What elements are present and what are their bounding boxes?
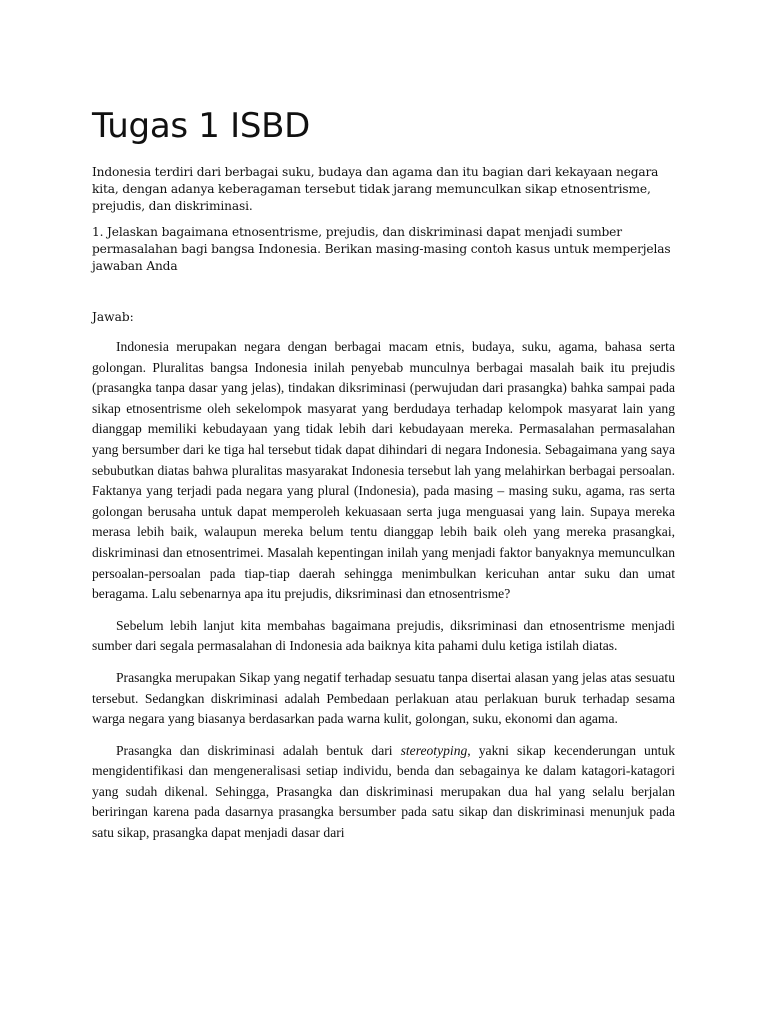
answer-label: Jawab:: [92, 310, 134, 324]
answer-paragraph-3: Prasangka merupakan Sikap yang negatif terhadap sesuatu tanpa disertai alasan yang jelas atas sesuatu tersebut. Sedangkan diskriminasi adalah Pembedaan perlakuan atau perlakuan buruk terhadap sesama warga negara yang biasanya berdasarkan pada warna kulit, golongan, suku, ekonomi dan agama.: [92, 669, 675, 727]
answer-paragraph-2: Sebelum lebih lanjut kita membahas bagaimana prejudis, diksriminasi dan etnosentrisme menjadi sumber dari segala permasalahan di Indonesia ada baiknya kita pahami dulu ketiga istilah diatas.: [92, 617, 675, 654]
answer-paragraph-4-start: Prasangka dan diskriminasi adalah bentuk dari: [116, 742, 401, 758]
answer-paragraph-1: Indonesia merupakan negara dengan berbagai macam etnis, budaya, suku, agama, bahasa serta golongan. Pluralitas bangsa Indonesia inilah penyebab munculnya berbagai masalah baik itu prejudis (prasangka tanpa dasar yang jelas), tindakan diksriminasi (perwujudan dari prasangka) bahka sampai pada sikap etnosentrisme oleh sekelompok masyarat yang berdudaya terhadap kelompok masyarat lain yang dianggap memiliki kebudayaan yang tidak lebih dari kebudayaan mereka. Permasalahan permasalahan yang bersumber dari ke tiga hal tersebut tidak dapat dihindari di negara Indonesia. Sebagaimana yang saya sebubutkan diatas bahwa pluralitas masyarakat Indonesia tersebut lah yang melahirkan berbagai persoalan. Faktanya yang terjadi pada negara yang plural (Indonesia), pada masing – masing suku, agama, ras serta golongan berusaha untuk dapat memperoleh kekuasaan serta juga menguasai yang lain. Supaya mereka merasa lebih baik, walaupun mereka belum tentu dianggap lebih baik oleh yang mereka prasangkai, diskriminasi dan etnosentrimei. Masalah kepentingan inilah yang menjadi faktor banyaknya memunculkan persoalan-persoalan pada tiap-tiap daerah sehingga menimbulkan kericuhan antar suku dan umat beragama. Lalu sebenarnya apa itu prejudis, diksriminasi dan etnosentrisme?: [92, 339, 675, 602]
answer-paragraph-4: [92, 741, 675, 844]
intro-paragraph: Indonesia terdiri dari berbagai suku, budaya dan agama dan itu bagian dari kekayaan negara kita, dengan adanya keberagaman tersebut tidak jarang memunculkan sikap etnosentrisme, prejudis, dan diskriminasi.: [92, 165, 659, 213]
question-paragraph: 1. Jelaskan bagaimana etnosentrisme, prejudis, dan diskriminasi dapat menjadi sumber permasalahan bagi bangsa Indonesia. Berikan masing-masing contoh kasus untuk memperjelas jawaban Anda: [92, 225, 671, 273]
answer-body: [92, 337, 675, 855]
answer-paragraph-4-rest: , yakni sikap kecenderungan untuk mengidentifikasi dan mengeneralisasi setiap individu, benda dan sebagainya ke dalam katagori-katagori yang sudah dikenal. Sehingga, Prasangka dan diskriminasi merupakan dua hal yang selalu berjalan beriringan karena pada dasarnya prasangka bersumber pada satu sikap dan diskriminasi menunjuk pada satu sikap, prasangka dapat menjadi dasar dari: [92, 742, 676, 841]
stereotyping-term: stereotyping: [400, 742, 468, 758]
document-title: Tugas 1 ISBD: [92, 106, 311, 146]
